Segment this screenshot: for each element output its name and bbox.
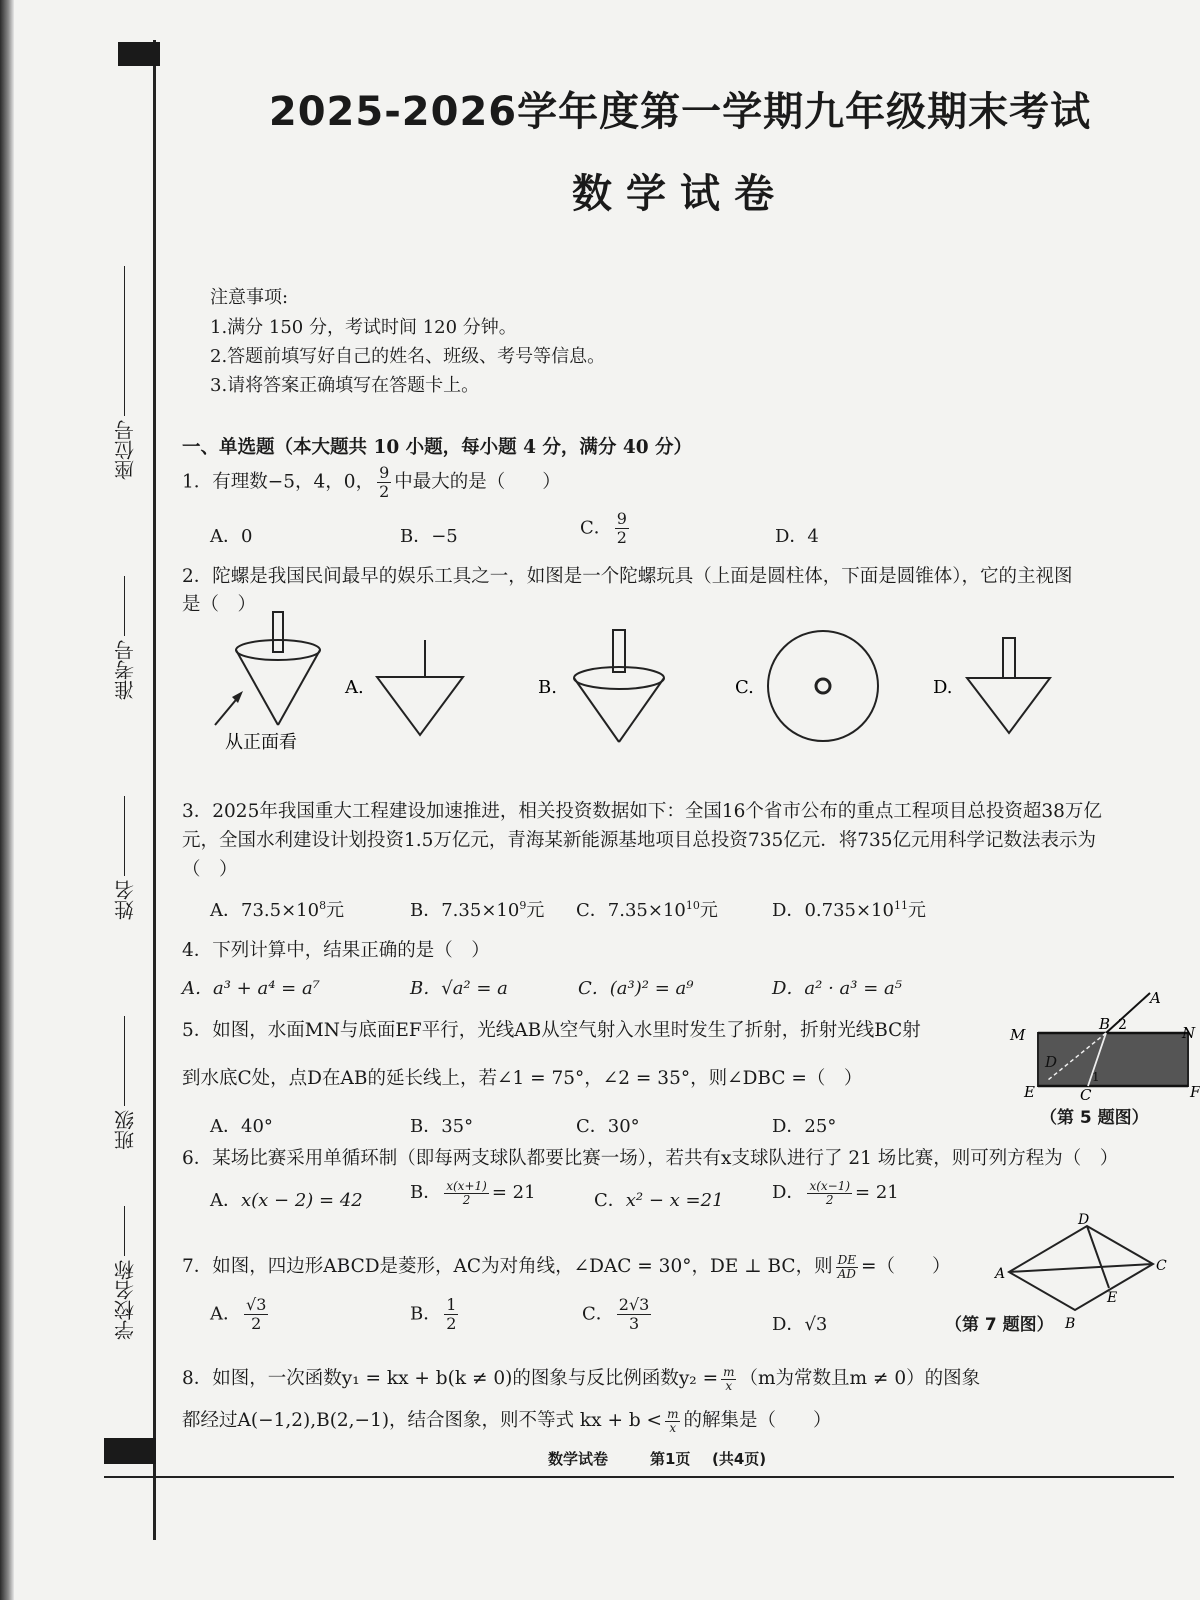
q3-option-d [772, 896, 926, 922]
option-fraction [244, 1296, 268, 1333]
option-label: B． [410, 1182, 442, 1203]
q5-option-a: A．40° [210, 1116, 273, 1137]
side-label-class [108, 990, 142, 1150]
exam-number-label: 准考号 [113, 640, 138, 700]
q7-stem-text: =（ ） [860, 1256, 951, 1277]
q1-option-d: D．4 [775, 526, 819, 547]
question-3-line: 元，全国水利建设计划投资1.5万亿元，青海某新能源基地项目总投资735亿元．将735亿元用科学记数法表示为 [182, 830, 1097, 851]
label-n: N [1182, 1024, 1196, 1042]
q5-figure-caption: （第 5 题图） [1040, 1108, 1149, 1128]
frac-den: AD [837, 1266, 856, 1281]
label-e: E [1107, 1290, 1118, 1306]
frac-den: x [669, 1420, 677, 1435]
question-1-stem [182, 464, 561, 501]
q1-option-b: B．−5 [400, 526, 458, 547]
option-label: C． [580, 517, 612, 539]
option-exponent: 8 [319, 899, 327, 912]
frac-num: x(x−1) [809, 1178, 851, 1193]
option-label: D． [772, 900, 805, 921]
frac-den: 2 [446, 1314, 457, 1333]
q4-option-a: A．a³ + a⁴ = a⁷ [182, 978, 320, 999]
frac-den: 2 [825, 1192, 834, 1207]
q7-fraction [836, 1254, 858, 1281]
label-d: D [1078, 1212, 1090, 1228]
frac-den: 2 [462, 1192, 471, 1207]
frac-num: m [667, 1406, 679, 1421]
option-value: 0.735×10 [804, 900, 894, 921]
q4-option-c: C．(a³)² = a⁹ [578, 978, 694, 999]
q1-stem-text: 中最大的是（ ） [394, 471, 561, 493]
water-region [1038, 1033, 1188, 1086]
q3-option-b [410, 896, 544, 922]
option-value: √3 [804, 1314, 828, 1335]
school-label: 学校名称 [113, 1260, 138, 1340]
q5-figure [1010, 985, 1200, 1104]
option-label: A． [210, 1303, 241, 1325]
option-value: x² − x =21 [625, 1190, 724, 1211]
frac-num: m [723, 1364, 735, 1379]
question-6-stem: 6．某场比赛采用单循环制（即每两支球队都要比赛一场），若共有x支球队进行了 21 场比赛，则可列方程为（ ） [182, 1148, 1119, 1169]
label-angle-1: 1 [1092, 1070, 1100, 1084]
frac-num: 9 [379, 463, 390, 482]
option-fraction [444, 1296, 458, 1333]
q8-text: 都经过A(−1,2),B(2,−1)，结合图象，则不等式 kx + b < [182, 1410, 663, 1431]
option-value: 7.35×10 [441, 900, 520, 921]
label-a: A [995, 1266, 1006, 1282]
q1-option-a: A．0 [210, 526, 253, 547]
option-label: B． [410, 1303, 442, 1325]
q7-option-d [772, 1310, 827, 1336]
label-f: F [1190, 1083, 1200, 1101]
spinning-top-figure [236, 612, 320, 725]
view-direction-label: 从正面看 [225, 732, 297, 753]
label-angle-2: 2 [1118, 1017, 1127, 1033]
name-label: 姓名 [113, 880, 138, 920]
label-b: B [1099, 1015, 1111, 1033]
q5-option-c: C．30° [576, 1116, 640, 1137]
frac-num: x(x+1) [446, 1178, 487, 1193]
q3-option-c [576, 896, 718, 922]
option-fraction [807, 1180, 852, 1207]
frac-den: 2 [251, 1314, 262, 1333]
seat-number-label: 座位号 [113, 420, 138, 480]
segment-de [1087, 1226, 1109, 1288]
question-7-stem [182, 1252, 950, 1281]
q2-option-a-figure [377, 640, 463, 735]
diagonal-ac [1009, 1264, 1153, 1272]
frac-num: 9 [616, 509, 627, 528]
note-item: 2.答题前填写好自己的姓名、班级、考号等信息。 [210, 346, 606, 367]
q7-option-c [582, 1296, 654, 1333]
frac-num: √3 [246, 1295, 267, 1314]
view-arrow [215, 691, 243, 725]
option-label: D． [772, 1182, 805, 1203]
label-c: C [1156, 1258, 1167, 1274]
q2-option-b-label: B. [538, 677, 557, 698]
registration-mark-top [118, 42, 160, 66]
label-e: E [1024, 1083, 1035, 1101]
scan-edge-shadow [0, 0, 14, 1600]
question-2-line: 2．陀螺是我国民间最早的娱乐工具之一，如图是一个陀螺玩具（上面是圆柱体，下面是圆锥体），它的主视图 [182, 566, 1073, 587]
side-label-exam-number [108, 540, 142, 700]
q5-option-d: D．25° [772, 1116, 837, 1137]
class-label: 班级 [113, 1110, 138, 1150]
footer-total: (共4页) [712, 1450, 767, 1468]
q5-option-b: B．35° [410, 1116, 474, 1137]
option-unit: 元 [907, 900, 926, 921]
frac-num: 2√3 [618, 1295, 650, 1314]
q1-fraction [377, 464, 391, 501]
q8-fraction [721, 1366, 736, 1393]
q7-option-a [210, 1296, 271, 1333]
q6-option-c [594, 1186, 724, 1212]
note-item: 3.请将答案正确填写在答题卡上。 [210, 375, 480, 396]
option-fraction [444, 1180, 489, 1207]
option-label: D． [772, 1314, 805, 1335]
q2-figures [205, 600, 1185, 760]
option-value: = 21 [855, 1182, 899, 1203]
q7-figure-caption: （第 7 题图） [945, 1315, 1054, 1335]
option-exponent: 10 [685, 899, 700, 912]
option-label: A． [210, 1190, 241, 1211]
q7-option-b [410, 1296, 461, 1333]
q2-option-a-label: A. [345, 677, 364, 698]
footer-rule [104, 1476, 1174, 1478]
q6-option-b [410, 1178, 536, 1207]
side-label-name [108, 760, 142, 920]
side-label-school [108, 1180, 142, 1340]
q8-text: （m为常数且m ≠ 0）的图象 [739, 1368, 981, 1389]
option-fraction [617, 1296, 652, 1333]
footer-subject: 数学试卷 [548, 1450, 609, 1468]
frac-den: 2 [379, 482, 390, 501]
question-8-line [182, 1406, 831, 1435]
option-unit: 元 [526, 900, 545, 921]
q2-option-c-label: C. [735, 677, 754, 698]
option-value: 73.5×10 [241, 900, 320, 921]
question-5-line: 5．如图，水面MN与底面EF平行，光线AB从空气射入水里时发生了折射，折射光线BC射 [182, 1020, 921, 1041]
q2-option-d-label: D. [933, 677, 953, 698]
q6-option-a [210, 1186, 363, 1212]
ray-ab [1106, 993, 1150, 1033]
question-3-line: 3．2025年我国重大工程建设加速推进，相关投资数据如下：全国16个省市公布的重点工程项目总投资超38万亿 [182, 801, 1102, 822]
label-a: A [1150, 989, 1161, 1007]
q8-text: 8．如图，一次函数y₁ = kx + b(k ≠ 0)的图象与反比例函数y₂ = [182, 1368, 719, 1389]
option-value: 7.35×10 [607, 900, 686, 921]
option-unit: 元 [699, 900, 718, 921]
q8-fraction [665, 1408, 680, 1435]
option-value: = 21 [491, 1182, 536, 1203]
note-item: 1.满分 150 分，考试时间 120 分钟。 [210, 317, 517, 338]
q1-option-c [580, 510, 632, 547]
label-c: C [1080, 1086, 1092, 1104]
option-label: B． [410, 900, 442, 921]
frac-num: DE [837, 1252, 856, 1267]
q2-option-b-figure [574, 630, 664, 742]
option-label: C． [576, 900, 608, 921]
question-5-line: 到水底C处，点D在AB的延长线上，若∠1 = 75°，∠2 = 35°，则∠DBC =（ ） [182, 1068, 863, 1089]
section-heading: 一、单选题（本大题共 10 小题，每小题 4 分，满分 40 分） [182, 437, 693, 458]
question-3-line: （ ） [182, 859, 238, 880]
q1-stem-text: 1．有理数−5，4，0， [182, 471, 375, 493]
q2-option-d-figure [967, 638, 1050, 733]
question-8-line [182, 1364, 980, 1393]
option-label: C． [582, 1303, 614, 1325]
q2-option-c-figure [768, 631, 878, 741]
option-exponent: 9 [519, 899, 527, 912]
frac-den: 2 [616, 528, 627, 547]
q4-option-b: B．√a² = a [410, 978, 508, 999]
question-4-stem: 4．下列计算中，结果正确的是（ ） [182, 940, 490, 961]
option-unit: 元 [326, 900, 345, 921]
option-exponent: 11 [893, 899, 908, 912]
side-label-seat [108, 240, 142, 480]
exam-title: 2025-2026学年度第一学期九年级期末考试 [268, 89, 1092, 135]
option-label: C． [594, 1190, 626, 1211]
label-b: B [1065, 1316, 1076, 1332]
label-m: M [1010, 1026, 1026, 1044]
q6-option-d [772, 1178, 899, 1207]
exam-subtitle: 数学试卷 [572, 171, 788, 217]
notes-heading: 注意事项: [210, 287, 289, 308]
q8-text: 的解集是（ ） [683, 1410, 832, 1431]
frac-num: 1 [446, 1295, 457, 1314]
footer-page: 第1页 [650, 1450, 691, 1468]
label-d: D [1045, 1053, 1058, 1071]
q3-option-a [210, 896, 344, 922]
frac-den: x [725, 1378, 733, 1393]
question-2-line: 是（ ） [182, 594, 257, 615]
frac-den: 3 [628, 1314, 640, 1333]
binding-line [153, 40, 156, 1540]
q1-c-fraction [615, 510, 629, 547]
registration-mark-bottom [104, 1438, 156, 1464]
option-label: A． [210, 900, 241, 921]
q4-option-d: D．a² · a³ = a⁵ [772, 978, 902, 999]
q7-stem-text: 7．如图，四边形ABCD是菱形，AC为对角线，∠DAC = 30°，DE ⊥ BC，则 [182, 1256, 833, 1277]
option-value: x(x − 2) = 42 [241, 1190, 363, 1211]
